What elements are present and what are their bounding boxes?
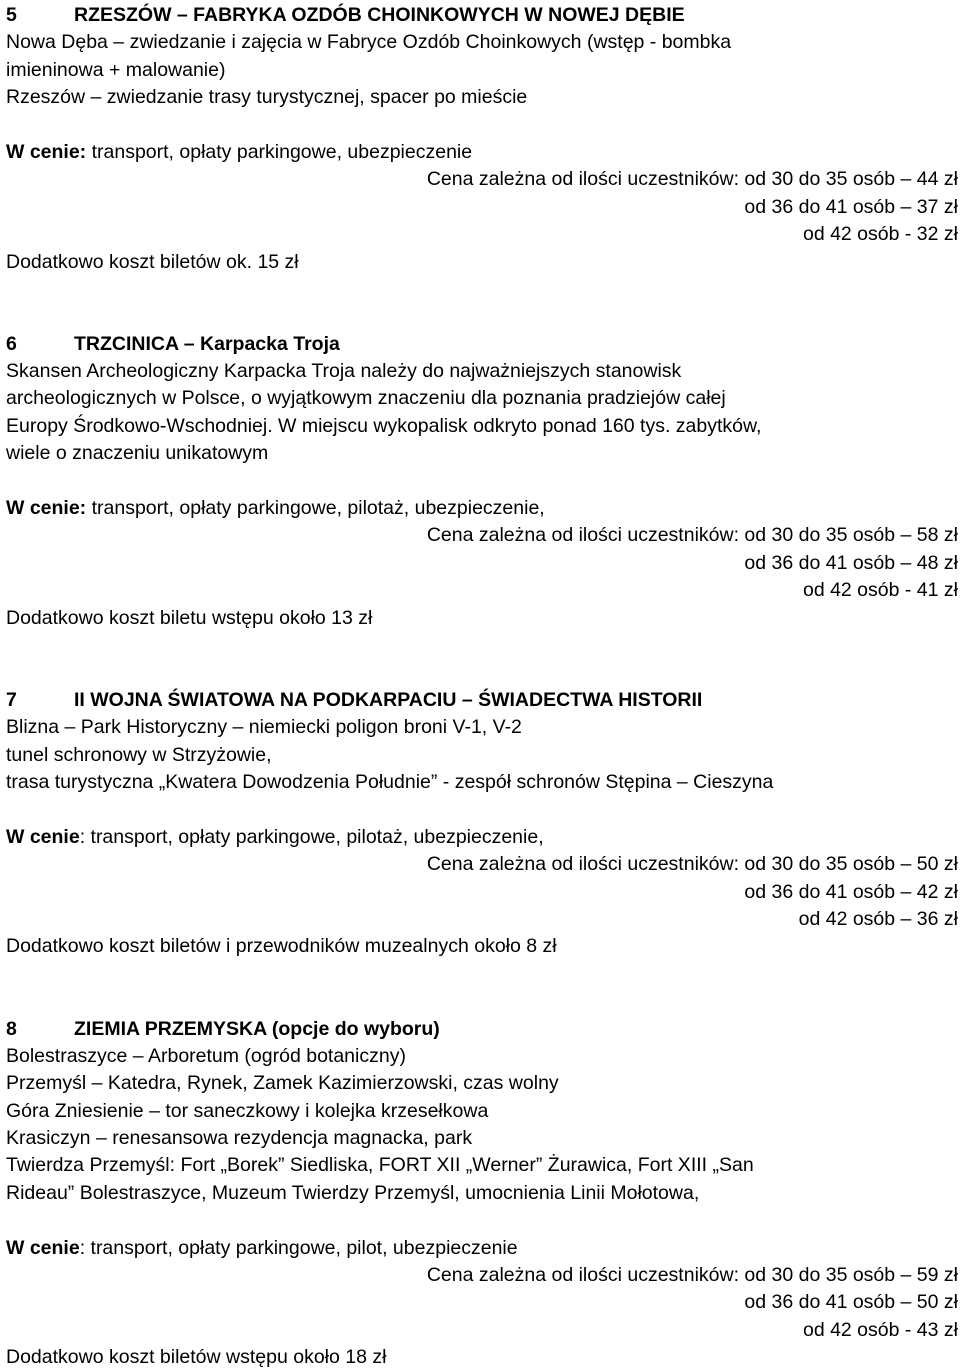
desc-line: Przemyśl – Katedra, Rynek, Zamek Kazimierzowski, czas wolny (6, 1072, 559, 1095)
price-line: od 42 osób – 36 zł (798, 907, 958, 930)
desc-line: trasa turystyczna „Kwatera Dowodzenia Południe” - zespół schronów Stępina – Cieszyna (6, 770, 774, 793)
desc-line: Twierdza Przemyśl: Fort „Borek” Siedliska, FORT XII „Werner” Żurawica, Fort XIII „San (6, 1154, 754, 1177)
included-text: : transport, opłaty parkingowe, pilot, ubezpieczenie (79, 1236, 518, 1259)
price-line: od 36 do 41 osób – 37 zł (744, 195, 958, 218)
section-heading (6, 331, 958, 358)
price-line: od 36 do 41 osób – 50 zł (744, 1291, 958, 1314)
desc-line: archeologicznych w Polsce, o wyjątkowym znaczeniu dla poznania pradziejów całej (6, 387, 726, 410)
desc-line: Rideau” Bolestraszyce, Muzeum Twierdzy Przemyśl, umocnienia Linii Mołotowa, (6, 1181, 700, 1204)
price-line: od 36 do 41 osób – 48 zł (744, 551, 958, 574)
included-text: transport, opłaty parkingowe, ubezpieczenie (91, 140, 473, 163)
document-page (6, 0, 958, 1372)
included-line (6, 139, 958, 166)
included-line (6, 824, 958, 851)
desc-line: Bolestraszyce – Arboretum (ogród botaniczny) (6, 1044, 406, 1067)
desc-line: tunel schronowy w Strzyżowie, (6, 743, 272, 766)
section-number: 8 (6, 1017, 17, 1040)
price-line: od 42 osób - 43 zł (802, 1318, 958, 1341)
section-number: 7 (6, 688, 17, 711)
price-line: Cena zależna od ilości uczestników: od 30 do 35 osób – 59 zł (426, 1264, 958, 1287)
included-label: W cenie (6, 1236, 80, 1259)
included-label: W cenie: (6, 140, 87, 163)
included-label: W cenie (6, 825, 80, 848)
desc-line: wiele o znaczeniu unikatowym (6, 442, 269, 465)
desc-line: Skansen Archeologiczny Karpacka Troja należy do najważniejszych stanowisk (6, 360, 682, 383)
section-title: RZESZÓW – FABRYKA OZDÓB CHOINKOWYCH W NOWEJ DĘBIE (74, 4, 685, 26)
desc-line: Krasiczyn – renesansowa rezydencja magnacka, park (6, 1127, 473, 1150)
included-line (6, 495, 958, 522)
section-number: 5 (6, 4, 17, 26)
section-number: 6 (6, 332, 17, 355)
section-7 (6, 687, 958, 1016)
price-line: Cena zależna od ilości uczestników: od 30 do 35 osób – 58 zł (426, 524, 958, 547)
price-line: Cena zależna od ilości uczestników: od 30 do 35 osób – 50 zł (426, 853, 958, 876)
extra-cost: Dodatkowo koszt biletów i przewodników muzealnych około 8 zł (6, 935, 557, 958)
price-line: Cena zależna od ilości uczestników: od 30 do 35 osób – 44 zł (426, 168, 958, 191)
section-heading (6, 687, 958, 714)
desc-line: Góra Zniesienie – tor saneczkowy i kolejka krzesełkowa (6, 1099, 489, 1122)
desc-line: Europy Środkowo-Wschodniej. W miejscu wykopalisk odkryto ponad 160 tys. zabytków, (6, 414, 762, 437)
extra-cost: Dodatkowo koszt biletów ok. 15 zł (6, 250, 299, 273)
extra-cost: Dodatkowo koszt biletu wstępu około 13 zł (6, 606, 373, 629)
included-label: W cenie: (6, 497, 87, 520)
price-line: od 42 osób - 41 zł (802, 579, 958, 602)
price-line: od 42 osób - 32 zł (802, 223, 958, 246)
section-title: ZIEMIA PRZEMYSKA (opcje do wyboru) (74, 1017, 440, 1040)
price-line: od 36 do 41 osób – 42 zł (744, 880, 958, 903)
desc-line: Nowa Dęba – zwiedzanie i zajęcia w Fabryce Ozdób Choinkowych (wstęp - bombka (6, 31, 732, 54)
included-text: transport, opłaty parkingowe, pilotaż, ubezpieczenie, (91, 497, 545, 520)
extra-cost: Dodatkowo koszt biletów wstępu około 18 zł (6, 1346, 387, 1369)
section-title: II WOJNA ŚWIATOWA NA PODKARPACIU – ŚWIADECTWA HISTORII (74, 688, 703, 711)
desc-line: Blizna – Park Historyczny – niemiecki poligon broni V-1, V-2 (6, 716, 522, 739)
section-5 (6, 2, 958, 331)
section-heading (6, 1016, 958, 1043)
section-6 (6, 331, 958, 687)
section-8 (6, 1016, 958, 1372)
desc-line: imieninowa + malowanie) (6, 58, 226, 81)
section-title: TRZCINICA – Karpacka Troja (74, 332, 340, 355)
included-text: : transport, opłaty parkingowe, pilotaż, ubezpieczenie, (79, 825, 544, 848)
included-line (6, 1235, 958, 1262)
section-heading (6, 2, 958, 29)
desc-line: Rzeszów – zwiedzanie trasy turystycznej, spacer po mieście (6, 86, 528, 109)
